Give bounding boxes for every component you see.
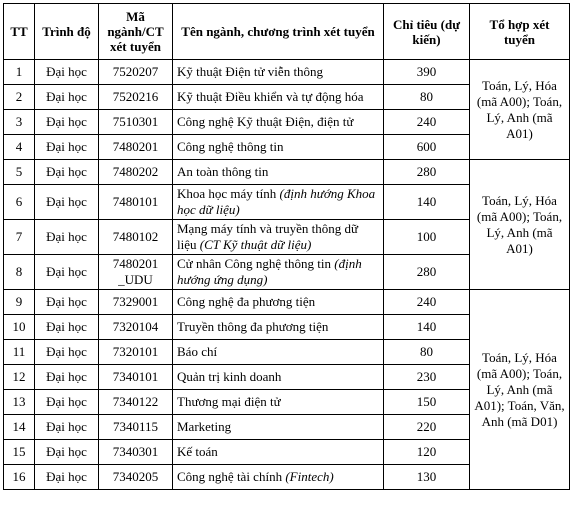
row-name — [173, 465, 384, 490]
row-name-note: (CT Kỹ thuật dữ liệu) — [199, 237, 312, 252]
row-name — [173, 255, 384, 290]
row-code: 7480102 — [99, 220, 173, 255]
row-level: Đại học — [35, 365, 99, 390]
row-name — [173, 220, 384, 255]
header-combo: Tổ hợp xét tuyển — [470, 4, 570, 60]
row-name — [173, 390, 384, 415]
row-name — [173, 85, 384, 110]
row-quota: 280 — [384, 160, 470, 185]
row-level: Đại học — [35, 415, 99, 440]
row-name-note: (định hướng Khoa học dữ liệu) — [177, 186, 376, 217]
header-tt: TT — [4, 4, 35, 60]
combo-cell: Toán, Lý, Hóa (mã A00); Toán, Lý, Anh (mã A01) — [470, 160, 570, 290]
row-code: 7520216 — [99, 85, 173, 110]
row-name-text: Kỹ thuật Điều khiển và tự động hóa — [177, 89, 364, 104]
row-code: 7480202 — [99, 160, 173, 185]
row-number: 13 — [4, 390, 35, 415]
row-level: Đại học — [35, 135, 99, 160]
row-code: 7480201 _UDU — [99, 255, 173, 290]
row-quota: 230 — [384, 365, 470, 390]
row-name — [173, 60, 384, 85]
combo-cell: Toán, Lý, Hóa (mã A00); Toán, Lý, Anh (mã A01) — [470, 60, 570, 160]
row-level: Đại học — [35, 255, 99, 290]
row-level: Đại học — [35, 440, 99, 465]
row-name-text: Công nghệ thông tin — [177, 139, 284, 154]
row-name-text: Công nghệ đa phương tiện — [177, 294, 316, 309]
row-quota: 150 — [384, 390, 470, 415]
row-number: 1 — [4, 60, 35, 85]
row-level: Đại học — [35, 390, 99, 415]
row-number: 15 — [4, 440, 35, 465]
admission-table — [3, 3, 570, 490]
row-code: 7340101 — [99, 365, 173, 390]
row-name-text: Cử nhân Công nghệ thông tin — [177, 256, 335, 271]
row-level: Đại học — [35, 220, 99, 255]
row-name — [173, 415, 384, 440]
row-quota: 140 — [384, 185, 470, 220]
table-row — [4, 160, 570, 185]
table-row — [4, 290, 570, 315]
row-name — [173, 290, 384, 315]
row-quota: 280 — [384, 255, 470, 290]
row-code: 7329001 — [99, 290, 173, 315]
row-code: 7480201 — [99, 135, 173, 160]
row-number: 10 — [4, 315, 35, 340]
row-number: 3 — [4, 110, 35, 135]
row-code: 7340301 — [99, 440, 173, 465]
row-code: 7340205 — [99, 465, 173, 490]
row-quota: 80 — [384, 340, 470, 365]
row-number: 6 — [4, 185, 35, 220]
row-quota: 80 — [384, 85, 470, 110]
header-row — [4, 4, 570, 60]
row-quota: 220 — [384, 415, 470, 440]
row-code: 7520207 — [99, 60, 173, 85]
row-number: 12 — [4, 365, 35, 390]
row-quota: 100 — [384, 220, 470, 255]
row-quota: 600 — [384, 135, 470, 160]
row-name — [173, 185, 384, 220]
header-quota: Chỉ tiêu (dự kiến) — [384, 4, 470, 60]
row-level: Đại học — [35, 185, 99, 220]
row-name-text: Công nghệ Kỹ thuật Điện, điện tử — [177, 114, 354, 129]
row-name — [173, 135, 384, 160]
row-name — [173, 440, 384, 465]
row-name-text: An toàn thông tin — [177, 164, 269, 179]
row-number: 11 — [4, 340, 35, 365]
row-level: Đại học — [35, 315, 99, 340]
table-row — [4, 60, 570, 85]
row-level: Đại học — [35, 160, 99, 185]
row-name-text: Báo chí — [177, 344, 218, 359]
row-name-text: Truyền thông đa phương tiện — [177, 319, 329, 334]
row-name — [173, 160, 384, 185]
row-quota: 140 — [384, 315, 470, 340]
row-name-note: (Fintech) — [285, 469, 334, 484]
row-name-text: Kế toán — [177, 444, 218, 459]
row-quota: 240 — [384, 110, 470, 135]
row-number: 2 — [4, 85, 35, 110]
row-name — [173, 365, 384, 390]
row-code: 7510301 — [99, 110, 173, 135]
row-name-text: Mạng máy tính và truyền thông dữ liệu — [177, 221, 359, 252]
row-level: Đại học — [35, 340, 99, 365]
row-level: Đại học — [35, 60, 99, 85]
row-number: 14 — [4, 415, 35, 440]
row-name-text: Kỹ thuật Điện tử viễn thông — [177, 64, 324, 79]
row-name — [173, 340, 384, 365]
row-name-text: Khoa học máy tính — [177, 186, 280, 201]
header-name: Tên ngành, chương trình xét tuyển — [173, 4, 384, 60]
combo-cell: Toán, Lý, Hóa (mã A00); Toán, Lý, Anh (mã A01); Toán, Văn, Anh (mã D01) — [470, 290, 570, 490]
row-level: Đại học — [35, 290, 99, 315]
row-number: 7 — [4, 220, 35, 255]
row-number: 8 — [4, 255, 35, 290]
row-name — [173, 110, 384, 135]
row-code: 7320104 — [99, 315, 173, 340]
row-level: Đại học — [35, 465, 99, 490]
row-code: 7340122 — [99, 390, 173, 415]
row-level: Đại học — [35, 110, 99, 135]
row-name — [173, 315, 384, 340]
row-name-text: Marketing — [177, 419, 232, 434]
row-name-text: Thương mại điện tử — [177, 394, 281, 409]
row-code: 7340115 — [99, 415, 173, 440]
row-number: 9 — [4, 290, 35, 315]
row-name-text: Công nghệ tài chính — [177, 469, 286, 484]
row-number: 16 — [4, 465, 35, 490]
row-code: 7480101 — [99, 185, 173, 220]
row-name-text: Quản trị kinh doanh — [177, 369, 282, 384]
header-level: Trình độ — [35, 4, 99, 60]
row-number: 5 — [4, 160, 35, 185]
row-quota: 120 — [384, 440, 470, 465]
row-code: 7320101 — [99, 340, 173, 365]
row-level: Đại học — [35, 85, 99, 110]
row-quota: 130 — [384, 465, 470, 490]
header-code: Mã ngành/CT xét tuyển — [99, 4, 173, 60]
row-number: 4 — [4, 135, 35, 160]
row-name-note: (định hướng ứng dụng) — [177, 256, 362, 287]
row-quota: 240 — [384, 290, 470, 315]
row-quota: 390 — [384, 60, 470, 85]
